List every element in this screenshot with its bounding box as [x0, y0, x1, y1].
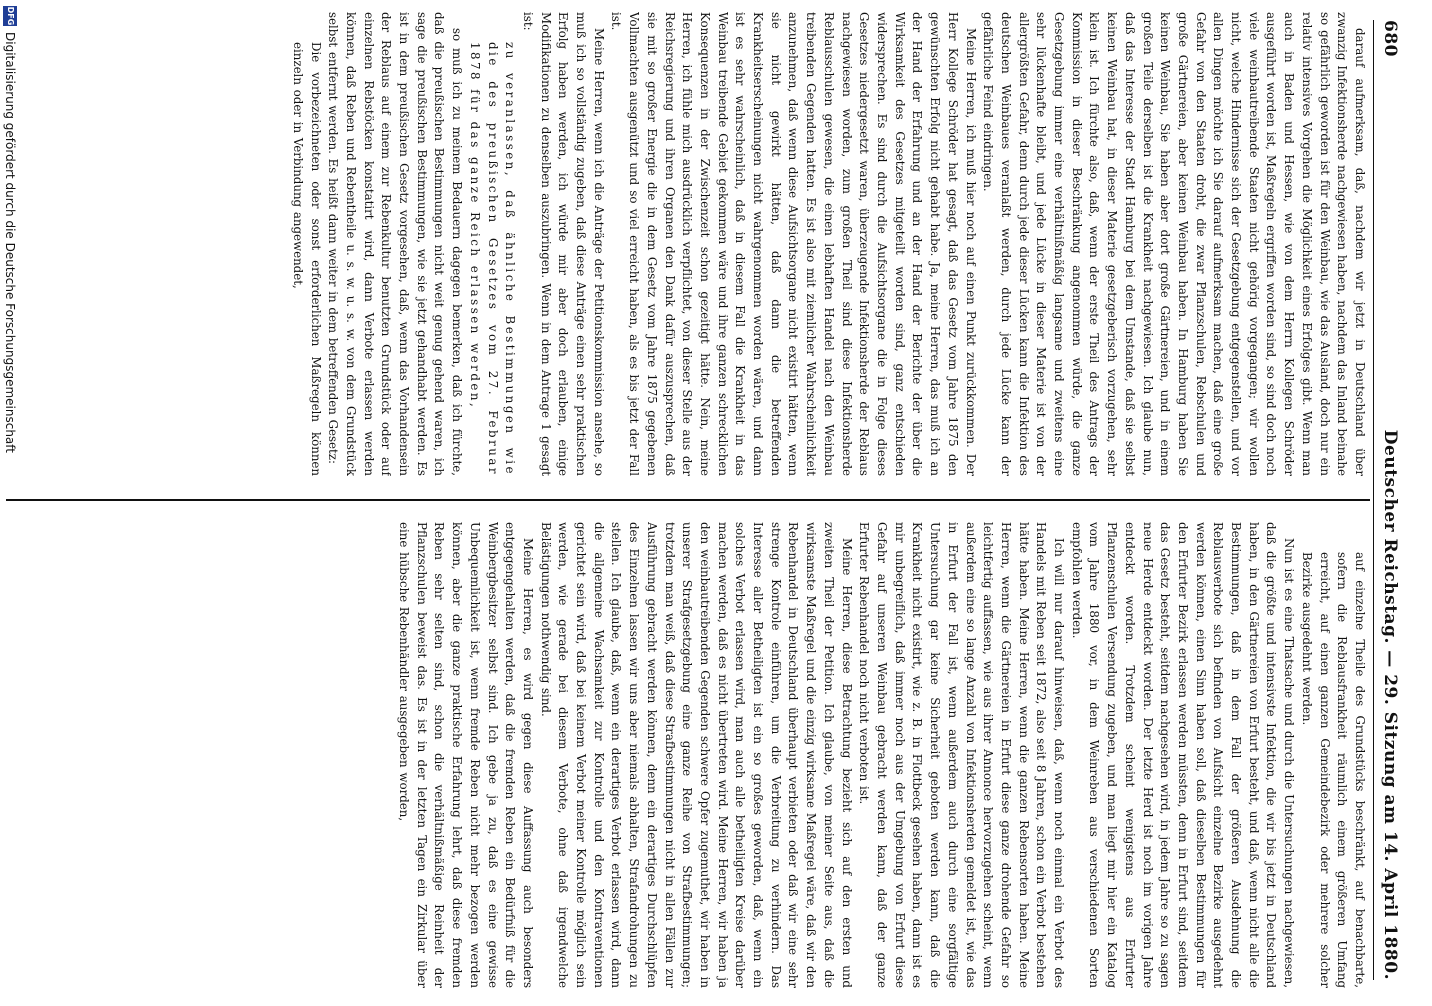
quoted-motion: zu veranlassen, daß ähnliche Bestimmungen wie die des preußischen Gesetzes vom 27. Februar 1878 für das ganze Reich erlassen werden,: [467, 42, 518, 476]
page-title: Deutscher Reichstag. — 29. Sitzung am 14. April 1880.: [1380, 429, 1400, 980]
footer-text: Digitalisierung gefördert durch die Deutsche Forschungsgemeinschaft: [3, 32, 17, 454]
paragraph: Meine Herren, es wird gegen diese Auffassung auch besonders entgegengehalten werden, daß die fremden Reben ein Bedürfniß für die Weinbergbesitzer selbst sind. Ich gebe ja zu, daß es eine gewisse Unbequemlichkeit ist, wenn fremde Reben nicht mehr bezogen werden können, aber die ganze praktische Erfahrung lehrt, daß diese fremden Reben sehr selten sind, schon die verhältnißmäßige Reinheit der Pflanzschulen beweist das. Es ist in der letzten Tagen ein Zirkular über eine hübsche Rebenhändler ausgegeben worden,: [397, 522, 535, 988]
page-number: 680: [1380, 20, 1400, 57]
paragraph: Nun ist es eine Thatsache und durch die Untersuchungen nachgewiesen, daß die größte und intensivste Infektion, die wir bis jetzt in Deutschland haben, in den Gärtnereien von Erfurt besteht, und daß, wenn nicht alle die Bestimmungen, daß in dem Fall der größeren Ausdehnung die Reblausverbote sich befinden von Aufsicht einzelne Bezirke ausgedehnt werden können, einen Sinn haben soll, daß dieselben Bestimmungen für den Erfurter Bezirk erlassen werden müssten, denn in Erfurt sind, seitdem das Gesetz besteht, seitdem nachgesehen wird, in jedem Jahre so zu sagen neue Herde entdeckt worden. Der letzte Herd ist noch im vorigen Jahre entdeckt worden. Trotzdem scheint wenigstens aus Erfurter Pflanzenschulen Versendung zugeben, und man liegt mir hier ein Katalog vom Jahre 1880 vor, in dem Weinreben aus verschiedenen Sorten empfohlen werden.: [1069, 522, 1297, 988]
column-divider: [6, 499, 1370, 501]
paragraph: darauf aufmerksam, daß, nachdem wir jetzt in Deutschland über zwanzig Infektionsherde nachgewiesen haben, nachdem das Inland beinahe so gefährlich geworden ist für den Weinbau, wie das Ausland, doch nur ein relativ intensives Vorgehen die Möglichkeit eines Erfolges gibt. Wenn man auch in Baden und Hessen, wie von dem Herrn Kollegen Schröder ausgeführt worden ist, Maßregeln ergriffen worden sind, so sind doch noch viele weinbautreibende Staaten nicht gehörig vorgegangen; wir wollen nicht, welche Hindernisse sich der Gesetzgebung entgegenstellen, und vor allen Dingen möchte ich Sie darauf aufmerksam machen, daß eine große Gefahr von den Staaten droht, die zwar Pflanzschulen, Rebschulen und große Gärtnereien, aber keinen Weinbau haben. In Hamburg haben Sie keinen Weinbau, Sie haben aber dort große Gärtnereien, und in einem großen Teile derselben ist die Krankheit nachgewiesen. Ich glaube nun, daß das Interesse der Stadt Hamburg bei dem Umstande, daß sie selbst keinen Weinbau hat, in dieser Materie gesetzgeberisch vorzugehen, sehr klein ist. Ich fürchte also, daß, wenn der erste Theil des Antrags der Kommission in dieser Beschränkung angenommen würde, die ganze Gesetzgebung immer eine verhältnißmäßig langsame und zweitens eine sehr lückenhafte bleibt, und jede Lücke in dieser Materie ist von der allergrößten Gefahr, denn durch jede dieser Lücken kann die Infektion des deutschen Weinbaues veranlaßt werden, durch jede Lücke kann der gefährliche Feind eindringen.: [981, 12, 1367, 476]
dfg-logo-icon: DFG: [3, 6, 17, 26]
paragraph: so muß ich zu meinem Bedauern dagegen bemerken, daß ich fürchte, daß die preußischen Bestimmungen nicht weit genug gehend waren, ich sage die preußischen Bestimmungen, wie sie jetzt gehandhabt werden. Es ist in dem preußischen Gesetz vorgesehen, daß, wenn das Vorhandensein der Reblaus auf einem zur Rebenkultur benutzten Grundstück oder auf einzelnen Rebstöcken konstatirt wird, dann Verbote erlassen werden können, daß Reben und Rebentheile u. s. w. u. s. w. von dem Grundstück selbst entfernt werden. Es heißt dann weiter in dem betreffenden Gesetz:: [326, 12, 465, 476]
right-column: [10, 522, 1368, 988]
quoted-law: Die vorbezeichneten oder sonst erforderlichen Maßregeln können einzeln oder in Verbindung angewendet,: [290, 42, 323, 476]
digitization-footer: [0, 0, 20, 1006]
paragraph: Meine Herren, diese Betrachtung bezieht sich auf den ersten und zweiten Theil der Petition. Ich glaube, von meiner Seite aus, daß die wirksamste Maßregel und die einzig wirksame Maßregel wäre, daß wir den Rebenhandel in Deutschland überhaupt verbieten oder daß wir eine sehr strenge Kontrole einführen, um die Verbreitung zu verhindern. Das Interesse aller Betheiligten ist ein so großes geworden, daß, wenn ein solches Verbot erlassen wird, man auch alle betheiligten Kreise darüber machen werden, daß es nicht übertreten wird. Meine Herren, wir haben ja den weinbautreibenden Gegenden schwere Opfer zugemuthet, wir haben in unserer Strafgesetzgebung eine ganze Reihe von Strafbestimmungen; trotzdem man weiß, daß diese Strafbestimmungen nicht in allen Fällen zur Ausführung gebracht werden können, denn ein derartiges Durchschlüpfen des Einzelnen lassen wir uns aber niemals abhalten, Strafandrohungen zu stellen. Ich glaube, daß, wenn ein derartiges Verbot erlassen wird, dann die allgemeine Wachsamkeit zur Kontrolle und den Kontraventionen gerichtet sein wird, daß bei keinem Verbot meiner Kontrolle möglich sein werden, wie gerade bei diesem Verbote, ohne daß irgendwelche Belästigungen nothwendig sind.: [538, 522, 854, 988]
left-column: [10, 12, 1368, 476]
quoted-law-continued: auf einzelne Theile des Grundstücks beschränkt, auf benachbarte, sofern die Reblausfrankheit räumlich einem größeren Umfang erreicht, auf einen ganzen Gemeindebezirk oder mehrere solcher Bezirke ausgedehnt werden.: [1299, 552, 1367, 988]
page-header: [1378, 20, 1402, 980]
paragraph: Ich will nur darauf hinweisen, daß, wenn noch einmal ein Verbot des Handels mit Reben seit 1872, also seit 8 Jahren, schon ein Verbot bestehen hätte haben. Meine Herren, wenn die ganzen Rebensorten haben. Meine Herren, wenn die Gärtnereien in Erfurt diese ganze drohende Gefahr so leichtfertig auffassen, wie aus ihrer Annonce hervorzugehen scheint, wenn außerdem eine so lange Anzahl von Infektionsherden gemeldet ist, wie das in Erfurt der Fall ist, wenn außerdem auch durch eine sorgfältige Untersuchung gar keine Sicherheit geboten werden kann, daß die Krankheit nicht existirt, wie z. B. in Flottbeck gesehen haben, dann ist es mir unbegreiflich, daß immer noch aus der Umgebung von Erfurt diese Gefahr auf unseren Weinbau gebracht werden kann, daß der ganze Erfurter Rebenhandel noch nicht verboten ist.: [857, 522, 1067, 988]
header-rule: [1373, 20, 1374, 980]
paragraph: Meine Herren, wenn ich die Anträge der Petitionskommission ansehe, so muß ich so vollständig zugeben, daß diese Anträge einen sehr praktischen Erfolg haben werden, ich würde mir aber doch erlauben, einige Modifikationen zu denselben auszubringen. Wenn in dem Antrage 1 gesagt ist:: [520, 12, 606, 476]
paragraph: Meine Herren, ich muß hier noch auf einen Punkt zurückkommen. Der Herr Kollege Schröder hat gesagt, daß das Gesetz vom Jahre 1875 den gewünschten Erfolg nicht gehabt habe. Ja, meine Herren, das muß ich an der Hand der Erfahrung und an der Hand der Berichte der über die Wirksamkeit des Gesetzes mitgeteilt worden sind, ganz entschieden widersprechen. Es sind durch die Aufsichtsorgane die in Folge dieses Gesetzes niedergesetzt waren, überzeugende Infektionsherde der Reblaus nachgewiesen worden, zum großen Theil sind diese Infektionsherde Reblausschulen gewesen, die einen lebhaften Handel nach den Weinbau treibenden Gegenden hatten. Es ist also mit ziemlicher Wahrscheinlichkeit anzunehmen, daß wenn diese Aufsichtsorgane nicht existirt hätten, wenn sie nicht gewirkt hätten, daß dann die betreffenden Krankheitserscheinungen nicht wahrgenommen worden wären, und dann ist es sehr wahrscheinlich, daß in diesem Fall die Krankheit in das Weinbau treibende Gebiet gekommen wäre und ihre ganzen schrecklichen Konsequenzen in der Zwischenzeit schon gezeitigt hätte. Nein, meine Herren, ich fühle mich ausdrücklich verpflichtet, von dieser Stelle aus der Reichsregierung und ihren Organen den Dank dafür auszusprechen, daß sie mit so großer Energie die in dem Gesetz vom Jahre 1875 gegebenen Vollmachten ausgenützt und so viel erreicht haben, als es bis jetzt der Fall ist.: [609, 12, 978, 476]
